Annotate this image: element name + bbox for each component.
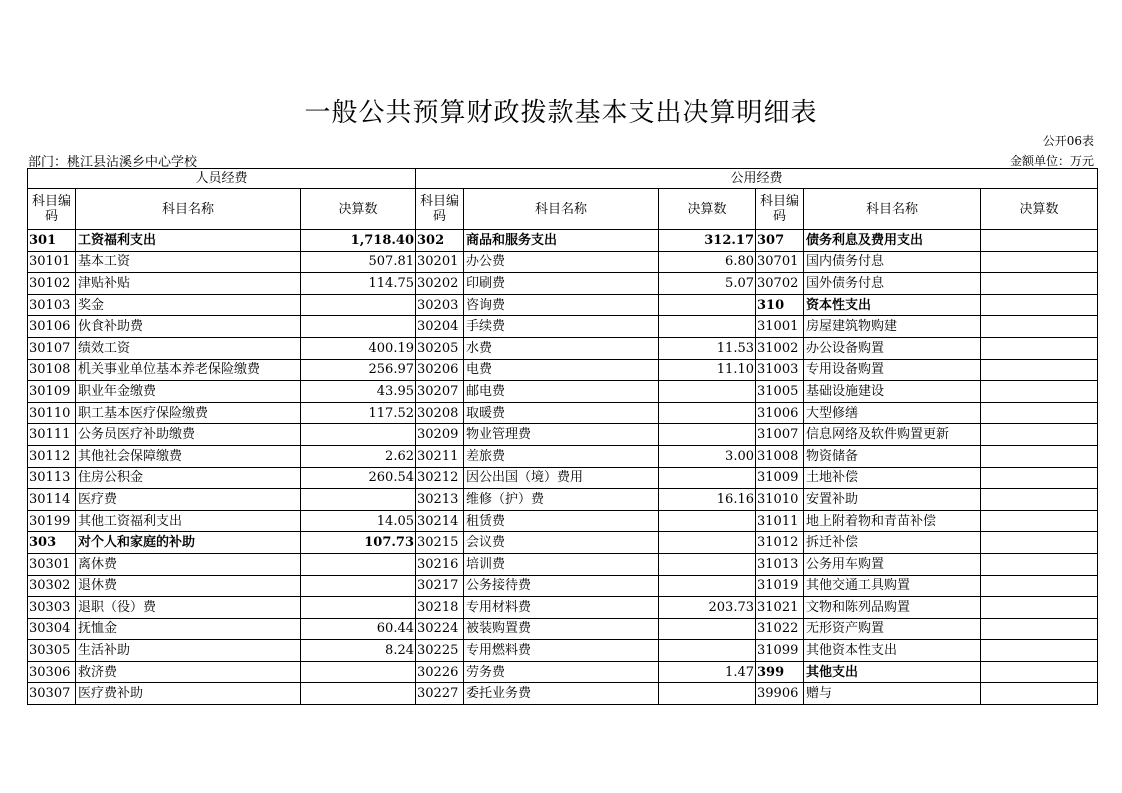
cell-code: 30201: [416, 251, 464, 273]
cell-amount: [981, 683, 1098, 705]
cell-name: 公务用车购置: [804, 553, 981, 575]
cell-name: 离休费: [76, 553, 301, 575]
cell-name: 水费: [464, 337, 659, 359]
cell-name: 绩效工资: [76, 337, 301, 359]
table-row: [28, 467, 1098, 489]
cell-name: 房屋建筑物购建: [804, 316, 981, 338]
column-header-code: 科目编码: [28, 189, 76, 230]
cell-code: 30301: [28, 553, 76, 575]
cell-code: 30224: [416, 618, 464, 640]
cell-amount: [659, 402, 756, 424]
cell-name: 生活补助: [76, 640, 301, 662]
cell-amount: [981, 424, 1098, 446]
cell-amount: [981, 618, 1098, 640]
cell-name: 安置补助: [804, 489, 981, 511]
cell-name: 信息网络及软件购置更新: [804, 424, 981, 446]
cell-code: 30101: [28, 251, 76, 273]
cell-code: 31007: [756, 424, 804, 446]
cell-code: 30107: [28, 337, 76, 359]
cell-code: 30108: [28, 359, 76, 381]
cell-amount: [301, 553, 416, 575]
cell-name: 培训费: [464, 553, 659, 575]
cell-amount: [659, 575, 756, 597]
cell-code: 31003: [756, 359, 804, 381]
cell-name: 商品和服务支出: [464, 230, 659, 252]
cell-amount: [981, 661, 1098, 683]
cell-name: 邮电费: [464, 381, 659, 403]
cell-amount: 400.19: [301, 337, 416, 359]
cell-name: 无形资产购置: [804, 618, 981, 640]
unit-label: 金额单位：万元: [1009, 154, 1094, 168]
cell-amount: [981, 510, 1098, 532]
cell-amount: [659, 618, 756, 640]
section-header-public: 公用经费: [416, 169, 1098, 189]
table-row: [28, 424, 1098, 446]
cell-code: 30217: [416, 575, 464, 597]
cell-amount: 43.95: [301, 381, 416, 403]
cell-code: 30208: [416, 402, 464, 424]
cell-amount: [301, 424, 416, 446]
cell-amount: [981, 597, 1098, 619]
cell-code: 30216: [416, 553, 464, 575]
cell-code: 30307: [28, 683, 76, 705]
cell-name: 手续费: [464, 316, 659, 338]
cell-code: 30212: [416, 467, 464, 489]
cell-code: 30106: [28, 316, 76, 338]
cell-name: 奖金: [76, 294, 301, 316]
cell-amount: 1.47: [659, 661, 756, 683]
cell-amount: [981, 575, 1098, 597]
cell-name: 被装购置费: [464, 618, 659, 640]
section-header-personnel: 人员经费: [28, 169, 416, 189]
cell-code: 31002: [756, 337, 804, 359]
cell-name: 文物和陈列品购置: [804, 597, 981, 619]
cell-amount: [981, 230, 1098, 252]
cell-code: 31009: [756, 467, 804, 489]
cell-amount: [301, 316, 416, 338]
cell-amount: [301, 489, 416, 511]
cell-amount: 256.97: [301, 359, 416, 381]
cell-amount: [659, 316, 756, 338]
cell-amount: [659, 640, 756, 662]
table-body: [28, 230, 1098, 705]
cell-amount: 16.16: [659, 489, 756, 511]
cell-name: 退职（役）费: [76, 597, 301, 619]
cell-name: 赠与: [804, 683, 981, 705]
cell-code: 30306: [28, 661, 76, 683]
cell-name: 土地补偿: [804, 467, 981, 489]
cell-code: 31005: [756, 381, 804, 403]
cell-name: 专用设备购置: [804, 359, 981, 381]
cell-amount: 11.53: [659, 337, 756, 359]
cell-code: 307: [756, 230, 804, 252]
cell-amount: 14.05: [301, 510, 416, 532]
cell-code: 31001: [756, 316, 804, 338]
cell-name: 救济费: [76, 661, 301, 683]
cell-code: 30215: [416, 532, 464, 554]
table-row: [28, 337, 1098, 359]
cell-amount: [659, 553, 756, 575]
cell-code: 31006: [756, 402, 804, 424]
cell-code: 31012: [756, 532, 804, 554]
cell-amount: [981, 467, 1098, 489]
table-row: [28, 575, 1098, 597]
cell-amount: [981, 273, 1098, 295]
column-header-amount: 决算数: [981, 189, 1098, 230]
cell-amount: [981, 337, 1098, 359]
cell-name: 其他社会保障缴费: [76, 445, 301, 467]
cell-amount: 6.80: [659, 251, 756, 273]
cell-amount: 5.07: [659, 273, 756, 295]
cell-name: 基本工资: [76, 251, 301, 273]
cell-amount: [659, 467, 756, 489]
table-row: [28, 489, 1098, 511]
cell-code: 302: [416, 230, 464, 252]
table-row: [28, 553, 1098, 575]
cell-amount: [659, 683, 756, 705]
form-number: 公开06表: [1042, 134, 1094, 148]
cell-amount: [981, 532, 1098, 554]
column-header-name: 科目名称: [804, 189, 981, 230]
cell-code: 31021: [756, 597, 804, 619]
cell-name: 差旅费: [464, 445, 659, 467]
cell-code: 30109: [28, 381, 76, 403]
cell-code: 301: [28, 230, 76, 252]
column-header-amount: 决算数: [301, 189, 416, 230]
cell-name: 对个人和家庭的补助: [76, 532, 301, 554]
cell-name: 基础设施建设: [804, 381, 981, 403]
department-label: 部门：桃江县沾溪乡中心学校: [28, 155, 198, 170]
cell-name: 抚恤金: [76, 618, 301, 640]
cell-amount: [981, 381, 1098, 403]
cell-name: 物业管理费: [464, 424, 659, 446]
cell-code: 30199: [28, 510, 76, 532]
cell-code: 30218: [416, 597, 464, 619]
cell-amount: 1,718.40: [301, 230, 416, 252]
cell-name: 专用材料费: [464, 597, 659, 619]
cell-amount: [981, 402, 1098, 424]
column-header-code: 科目编码: [756, 189, 804, 230]
cell-amount: 114.75: [301, 273, 416, 295]
cell-amount: 60.44: [301, 618, 416, 640]
cell-name: 国外债务付息: [804, 273, 981, 295]
table-row: [28, 683, 1098, 705]
table-row: [28, 640, 1098, 662]
cell-code: 31010: [756, 489, 804, 511]
cell-code: 30110: [28, 402, 76, 424]
cell-amount: [659, 381, 756, 403]
cell-amount: [659, 424, 756, 446]
cell-code: 30112: [28, 445, 76, 467]
cell-name: 工资福利支出: [76, 230, 301, 252]
cell-name: 办公费: [464, 251, 659, 273]
cell-code: 30213: [416, 489, 464, 511]
table-row: [28, 510, 1098, 532]
cell-name: 专用燃料费: [464, 640, 659, 662]
cell-amount: [981, 640, 1098, 662]
cell-code: 303: [28, 532, 76, 554]
cell-amount: 260.54: [301, 467, 416, 489]
cell-name: 其他工资福利支出: [76, 510, 301, 532]
column-header-name: 科目名称: [76, 189, 301, 230]
cell-amount: 11.10: [659, 359, 756, 381]
cell-amount: 203.73: [659, 597, 756, 619]
cell-name: 其他支出: [804, 661, 981, 683]
cell-amount: 312.17: [659, 230, 756, 252]
cell-code: 30227: [416, 683, 464, 705]
cell-name: 维修（护）费: [464, 489, 659, 511]
cell-name: 职业年金缴费: [76, 381, 301, 403]
table-row: [28, 661, 1098, 683]
cell-amount: [981, 316, 1098, 338]
cell-code: 30304: [28, 618, 76, 640]
cell-code: 30204: [416, 316, 464, 338]
cell-code: 39906: [756, 683, 804, 705]
cell-amount: [659, 510, 756, 532]
cell-amount: 8.24: [301, 640, 416, 662]
table-row: [28, 597, 1098, 619]
table-row: [28, 251, 1098, 273]
table-row: [28, 445, 1098, 467]
cell-name: 地上附着物和青苗补偿: [804, 510, 981, 532]
cell-code: 30102: [28, 273, 76, 295]
cell-code: 30214: [416, 510, 464, 532]
cell-code: 30205: [416, 337, 464, 359]
cell-amount: [659, 532, 756, 554]
cell-code: 399: [756, 661, 804, 683]
cell-code: 30209: [416, 424, 464, 446]
cell-code: 30113: [28, 467, 76, 489]
cell-code: 30701: [756, 251, 804, 273]
cell-amount: 2.62: [301, 445, 416, 467]
page-title: 一般公共预算财政拨款基本支出决算明细表: [304, 98, 818, 128]
cell-code: 31008: [756, 445, 804, 467]
cell-name: 机关事业单位基本养老保险缴费: [76, 359, 301, 381]
cell-code: 30305: [28, 640, 76, 662]
cell-amount: [981, 294, 1098, 316]
table-row: [28, 402, 1098, 424]
cell-name: 退休费: [76, 575, 301, 597]
table-row: [28, 273, 1098, 295]
expenditure-table: [27, 168, 1098, 705]
table-row: [28, 294, 1098, 316]
cell-code: 30226: [416, 661, 464, 683]
cell-name: 咨询费: [464, 294, 659, 316]
cell-code: 31011: [756, 510, 804, 532]
cell-name: 电费: [464, 359, 659, 381]
cell-amount: [981, 359, 1098, 381]
cell-amount: [659, 294, 756, 316]
cell-code: 31022: [756, 618, 804, 640]
cell-name: 办公设备购置: [804, 337, 981, 359]
cell-amount: [301, 575, 416, 597]
cell-amount: [981, 553, 1098, 575]
cell-name: 津贴补贴: [76, 273, 301, 295]
cell-name: 拆迁补偿: [804, 532, 981, 554]
table-row: [28, 618, 1098, 640]
cell-name: 医疗费补助: [76, 683, 301, 705]
cell-amount: [301, 661, 416, 683]
cell-name: 资本性支出: [804, 294, 981, 316]
table-row: [28, 359, 1098, 381]
cell-code: 30225: [416, 640, 464, 662]
cell-code: 30702: [756, 273, 804, 295]
cell-name: 国内债务付息: [804, 251, 981, 273]
cell-name: 伙食补助费: [76, 316, 301, 338]
cell-name: 劳务费: [464, 661, 659, 683]
cell-name: 委托业务费: [464, 683, 659, 705]
cell-code: 30211: [416, 445, 464, 467]
cell-code: 30207: [416, 381, 464, 403]
cell-amount: [301, 294, 416, 316]
table-row: [28, 316, 1098, 338]
column-header-name: 科目名称: [464, 189, 659, 230]
cell-amount: [981, 251, 1098, 273]
cell-name: 医疗费: [76, 489, 301, 511]
cell-code: 31013: [756, 553, 804, 575]
table-row: [28, 230, 1098, 252]
cell-amount: [301, 683, 416, 705]
cell-code: 30202: [416, 273, 464, 295]
cell-name: 其他交通工具购置: [804, 575, 981, 597]
cell-code: 30114: [28, 489, 76, 511]
cell-code: 310: [756, 294, 804, 316]
cell-amount: [981, 489, 1098, 511]
cell-name: 公务员医疗补助缴费: [76, 424, 301, 446]
cell-amount: 3.00: [659, 445, 756, 467]
cell-name: 其他资本性支出: [804, 640, 981, 662]
cell-amount: 507.81: [301, 251, 416, 273]
cell-code: 30302: [28, 575, 76, 597]
cell-amount: [981, 445, 1098, 467]
cell-name: 大型修缮: [804, 402, 981, 424]
cell-name: 取暖费: [464, 402, 659, 424]
cell-code: 30111: [28, 424, 76, 446]
cell-code: 30206: [416, 359, 464, 381]
cell-code: 30303: [28, 597, 76, 619]
cell-name: 租赁费: [464, 510, 659, 532]
column-header-amount: 决算数: [659, 189, 756, 230]
column-header-code: 科目编码: [416, 189, 464, 230]
cell-name: 物资储备: [804, 445, 981, 467]
cell-name: 债务利息及费用支出: [804, 230, 981, 252]
cell-code: 31019: [756, 575, 804, 597]
table-row: [28, 532, 1098, 554]
cell-code: 30203: [416, 294, 464, 316]
cell-name: 会议费: [464, 532, 659, 554]
cell-name: 印刷费: [464, 273, 659, 295]
cell-name: 公务接待费: [464, 575, 659, 597]
cell-amount: 107.73: [301, 532, 416, 554]
cell-code: 31099: [756, 640, 804, 662]
cell-name: 因公出国（境）费用: [464, 467, 659, 489]
cell-amount: 117.52: [301, 402, 416, 424]
table-row: [28, 381, 1098, 403]
cell-name: 职工基本医疗保险缴费: [76, 402, 301, 424]
cell-name: 住房公积金: [76, 467, 301, 489]
cell-amount: [301, 597, 416, 619]
cell-code: 30103: [28, 294, 76, 316]
